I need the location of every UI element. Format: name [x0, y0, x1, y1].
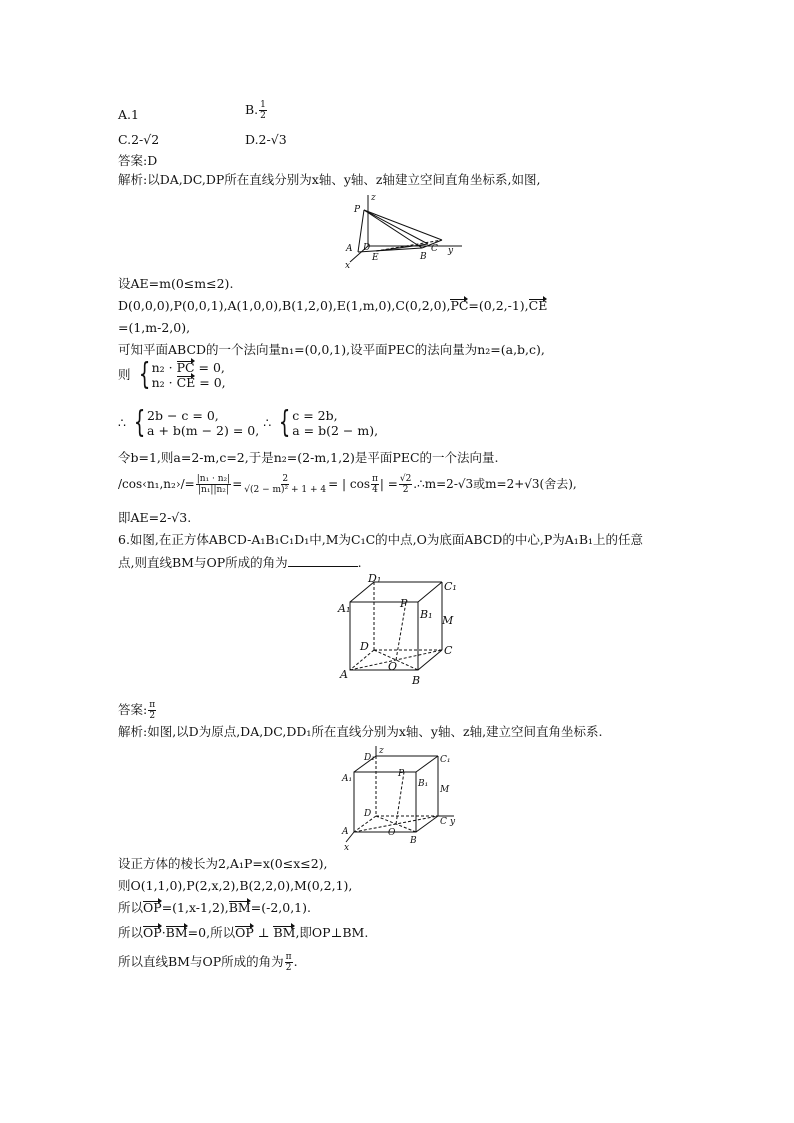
fig1-label-e: E [372, 253, 379, 263]
cos-eq: = [232, 477, 243, 491]
answer-6-pi: π [149, 700, 156, 710]
cos-pi: π [371, 474, 378, 484]
fig3-label-x: x [344, 843, 350, 852]
fig1-label-x: x [345, 261, 351, 270]
let-line: 令b=1,则a=2-m,c=2,于是n₂=(2-m,1,2)是平面PEC的一个法向量. [118, 450, 499, 465]
vec-op: OP [143, 900, 162, 915]
option-b-den: 2 [260, 111, 266, 121]
vec-ce: CE [528, 298, 548, 313]
equation-system-2: ∴ { 2b − c = 0, a + b(m − 2) = 0, ∴ { c = 2b, a = b(2 − m), [118, 405, 379, 440]
so1-label: 所以 [118, 900, 144, 915]
perp-vec-bm: BM [273, 925, 296, 940]
final-pi: π [285, 952, 292, 962]
eq2-vec-ce: CE [176, 375, 196, 390]
ce-value: =(1,m-2,0), [118, 320, 191, 335]
fig2-label-b1: B₁ [420, 608, 433, 621]
fig3-label-a1: A₁ [342, 774, 353, 784]
fig3-label-d: D [364, 809, 372, 819]
fig2-label-m: M [442, 614, 454, 627]
fig3-label-d1: D₁ [364, 753, 375, 763]
sys-b-1: 2b − c = 0, [147, 408, 219, 423]
final-text: 所以直线BM与OP所成的角为 [118, 954, 284, 969]
dot-vec-op: OP [143, 925, 162, 940]
fig2-label-a: A [340, 668, 348, 681]
set-ae: 设AE=m(0≤m≤2). [118, 276, 234, 291]
edge-line: 设正方体的棱长为2,A₁P=x(0≤x≤2), [118, 856, 328, 871]
fig2-label-o: O [388, 660, 398, 673]
coords6-line: 则O(1,1,0),P(2,x,2),B(2,2,0),M(0,2,1), [118, 878, 353, 893]
answer-5: 答案:D [118, 153, 158, 168]
fig3-label-b: B [410, 836, 417, 846]
fig2-label-c: C [444, 644, 453, 657]
question-6-line-2 [118, 554, 362, 571]
fig3-label-y: y [450, 817, 456, 827]
equation-system-1: 则 { n₂ · PC = 0, n₂ · CE = 0, [118, 357, 226, 392]
perp-conclusion: ,即OP⊥BM. [295, 925, 369, 940]
dot-vec-bm: BM [165, 925, 188, 940]
sys-c-1: c = 2b, [292, 408, 338, 423]
eq1-vec-pc: PC [176, 360, 195, 375]
cos-tail: .∴m=2-√3或m=2+√3(舍去), [413, 477, 577, 491]
answer-6-two: 2 [149, 711, 156, 721]
perp-symbol: ⊥ [253, 925, 274, 940]
vec-pc: PC [450, 298, 469, 313]
so2-label: 所以 [118, 925, 144, 940]
eq1-right: = 0, [194, 360, 225, 375]
fig3-label-b1: B₁ [418, 779, 429, 789]
option-b: B. $\frac{1}{2}$ [245, 100, 266, 121]
fig1-label-a: A [346, 244, 353, 254]
answer-6 [118, 700, 157, 721]
fig1-label-y: y [448, 246, 454, 256]
vectors-line [118, 900, 311, 916]
analysis-6-intro: 解析:如图,以D为原点,DA,DC,DD₁所在直线分别为x轴、y轴、z轴,建立空间直角坐标系. [118, 724, 603, 739]
fig2-label-a1: A₁ [338, 602, 351, 615]
sys-b-2: a + b(m − 2) = 0, [147, 423, 260, 438]
fig1-label-z: z [371, 193, 376, 203]
cos-eq2: = | cos [328, 477, 370, 491]
figure-cube [336, 570, 466, 690]
fig3-label-c1: C₁ [440, 755, 451, 765]
fig3-label-c: C [440, 817, 447, 827]
fig3-label-z: z [379, 746, 384, 756]
fig2-label-d: D [360, 640, 369, 653]
dot-result: =0,所以 [187, 925, 236, 940]
question-6-line-1: 6.如图,在正方体ABCD-A₁B₁C₁D₁中,M为C₁C的中点,O为底面ABCD的中心,P为A₁B₁上的任意 [118, 532, 644, 547]
cos-lhs: /cos‹n₁,n₂›/= [118, 477, 195, 491]
final-line [118, 952, 298, 973]
therefore-1: ∴ [118, 415, 126, 430]
sys-c-2: a = b(2 − m), [292, 423, 379, 438]
figure-pyramid [340, 190, 470, 270]
option-b-label: B. [245, 102, 259, 117]
cos-f1-num: |n₁ · n₂| [196, 474, 231, 484]
fig1-label-d: D [363, 243, 371, 253]
question-6-end: . [357, 555, 362, 570]
fig3-label-p: P [398, 769, 405, 779]
answer-blank [288, 554, 358, 567]
figure-cube-axes [340, 744, 460, 852]
fig2-label-p: P [400, 597, 408, 610]
cos-root2: √2 [399, 474, 412, 484]
conclusion-5: 即AE=2-√3. [118, 510, 192, 525]
fig1-label-p: P [354, 205, 361, 215]
eq1-left: n₂ · [151, 360, 177, 375]
therefore-2: ∴ [263, 415, 272, 430]
final-two: 2 [285, 963, 292, 973]
normal-line: 可知平面ABCD的一个法向量n₁=(0,0,1),设平面PEC的法向量为n₂=(a,b,c), [118, 342, 545, 357]
analysis-5-intro: 解析:以DA,DC,DP所在直线分别为x轴、y轴、z轴建立空间直角坐标系,如图, [118, 172, 541, 187]
coords-line [118, 298, 547, 314]
then-label: 则 [118, 367, 131, 382]
fig3-label-o: O [388, 828, 396, 838]
op-value: =(1,x-1,2), [161, 900, 229, 915]
cos-two: 2 [402, 485, 409, 495]
answer-6-label: 答案: [118, 702, 148, 717]
fig1-label-c: C [431, 244, 438, 254]
dot-line [118, 925, 368, 941]
fig3-label-m: M [440, 785, 450, 795]
option-d: D.2-√3 [245, 132, 287, 147]
cos-four: 4 [372, 485, 378, 495]
option-c: C.2-√2 [118, 132, 160, 147]
dot-symbol: · [161, 925, 166, 940]
coords-text: D(0,0,0),P(0,0,1),A(1,0,0),B(1,2,0),E(1,m,0),C(0,2,0), [118, 298, 451, 313]
cos-line [118, 474, 577, 495]
question-6-text: 点,则直线BM与OP所成的角为 [118, 555, 288, 570]
fig2-label-d1: D₁ [368, 572, 382, 585]
fig3-label-a: A [342, 827, 349, 837]
fig2-label-b: B [412, 674, 421, 687]
cos-f2-den: √(2 − m)² + 1 + 4 [244, 485, 327, 495]
cos-f1-den: |n₁||n₂| [198, 485, 229, 495]
eq2-left: n₂ · [151, 375, 177, 390]
perp-vec-op: OP [235, 925, 254, 940]
vec-bm: BM [228, 900, 251, 915]
option-a: A.1 [118, 107, 139, 122]
fig2-label-c1: C₁ [444, 580, 457, 593]
cos-abs-close: | = [379, 477, 398, 491]
cos-f2-num: 2 [282, 474, 289, 484]
final-end: . [293, 954, 298, 969]
bm-value: =(-2,0,1). [250, 900, 311, 915]
eq2-right: = 0, [195, 375, 226, 390]
fig1-label-b: B [420, 252, 427, 262]
pc-value: =(0,2,-1), [468, 298, 529, 313]
